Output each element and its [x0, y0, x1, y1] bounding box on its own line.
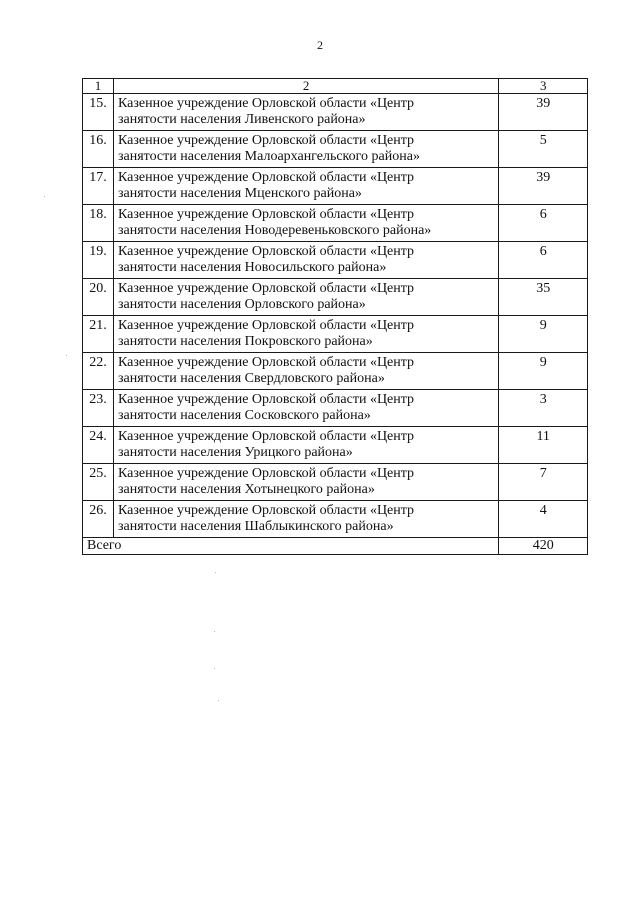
row-number: 21. — [83, 316, 114, 353]
row-count: 9 — [499, 316, 588, 353]
institution-name — [113, 353, 498, 390]
row-count: 39 — [499, 94, 588, 131]
table-row — [83, 390, 588, 427]
row-number: 19. — [83, 242, 114, 279]
table-row — [83, 131, 588, 168]
institution-name — [113, 427, 498, 464]
name-line-2: занятости населения Новодеревеньковского района» — [117, 223, 432, 238]
institution-name — [113, 205, 498, 242]
allocation-table — [82, 78, 588, 555]
total-value: 420 — [499, 538, 588, 555]
column-header-1: 1 — [83, 79, 114, 94]
total-label: Всего — [83, 538, 499, 555]
name-line-2: занятости населения Орловского района» — [117, 297, 366, 312]
name-line-1: Казенное учреждение Орловской области «Центр — [117, 503, 415, 518]
table-header-row — [83, 79, 588, 94]
name-line-2: занятости населения Сосковского района» — [117, 408, 371, 423]
name-line-2: занятости населения Ливенского района» — [117, 112, 366, 127]
name-line-1: Казенное учреждение Орловской области «Центр — [117, 466, 415, 481]
institution-name — [113, 131, 498, 168]
name-line-2: занятости населения Покровского района» — [117, 334, 373, 349]
row-number: 16. — [83, 131, 114, 168]
row-count: 11 — [499, 427, 588, 464]
table-row — [83, 168, 588, 205]
institution-name — [113, 94, 498, 131]
table-row — [83, 427, 588, 464]
scan-speck — [214, 668, 215, 669]
table-row — [83, 501, 588, 538]
row-count: 39 — [499, 168, 588, 205]
institution-name — [113, 464, 498, 501]
name-line-1: Казенное учреждение Орловской области «Центр — [117, 281, 415, 296]
name-line-2: занятости населения Новосильского района» — [117, 260, 387, 275]
row-count: 5 — [499, 131, 588, 168]
institution-name — [113, 279, 498, 316]
column-header-3: 3 — [499, 79, 588, 94]
name-line-2: занятости населения Мценского района» — [117, 186, 362, 201]
institution-name — [113, 242, 498, 279]
name-line-2: занятости населения Малоархангельского района» — [117, 149, 420, 164]
column-header-2: 2 — [113, 79, 498, 94]
table-row — [83, 464, 588, 501]
name-line-1: Казенное учреждение Орловской области «Центр — [117, 244, 415, 259]
table-row — [83, 242, 588, 279]
row-number: 18. — [83, 205, 114, 242]
row-count: 7 — [499, 464, 588, 501]
scan-speck — [66, 355, 67, 356]
row-number: 23. — [83, 390, 114, 427]
table-row — [83, 205, 588, 242]
row-number: 25. — [83, 464, 114, 501]
row-count: 9 — [499, 353, 588, 390]
name-line-1: Казенное учреждение Орловской области «Центр — [117, 392, 415, 407]
table-row — [83, 353, 588, 390]
total-row — [83, 538, 588, 555]
row-number: 15. — [83, 94, 114, 131]
scan-speck — [215, 572, 216, 573]
row-count: 6 — [499, 205, 588, 242]
row-count: 6 — [499, 242, 588, 279]
row-count: 3 — [499, 390, 588, 427]
row-count: 35 — [499, 279, 588, 316]
institution-name — [113, 168, 498, 205]
name-line-2: занятости населения Свердловского района» — [117, 371, 385, 386]
row-count: 4 — [499, 501, 588, 538]
name-line-1: Казенное учреждение Орловской области «Центр — [117, 318, 415, 333]
name-line-1: Казенное учреждение Орловской области «Центр — [117, 170, 415, 185]
row-number: 24. — [83, 427, 114, 464]
scan-speck — [44, 196, 45, 197]
institution-name — [113, 501, 498, 538]
institution-name — [113, 316, 498, 353]
institution-name — [113, 390, 498, 427]
scan-speck — [218, 700, 219, 701]
name-line-1: Казенное учреждение Орловской области «Центр — [117, 355, 415, 370]
row-number: 20. — [83, 279, 114, 316]
table-row — [83, 279, 588, 316]
page-number: 2 — [317, 38, 323, 52]
name-line-1: Казенное учреждение Орловской области «Центр — [117, 429, 415, 444]
name-line-2: занятости населения Урицкого района» — [117, 445, 353, 460]
scan-speck — [214, 631, 215, 632]
name-line-2: занятости населения Шаблыкинского района» — [117, 519, 394, 534]
name-line-1: Казенное учреждение Орловской области «Центр — [117, 133, 415, 148]
row-number: 17. — [83, 168, 114, 205]
name-line-1: Казенное учреждение Орловской области «Центр — [117, 207, 415, 222]
row-number: 22. — [83, 353, 114, 390]
table-row — [83, 316, 588, 353]
table-row — [83, 94, 588, 131]
name-line-1: Казенное учреждение Орловской области «Центр — [117, 96, 415, 111]
row-number: 26. — [83, 501, 114, 538]
name-line-2: занятости населения Хотынецкого района» — [117, 482, 375, 497]
